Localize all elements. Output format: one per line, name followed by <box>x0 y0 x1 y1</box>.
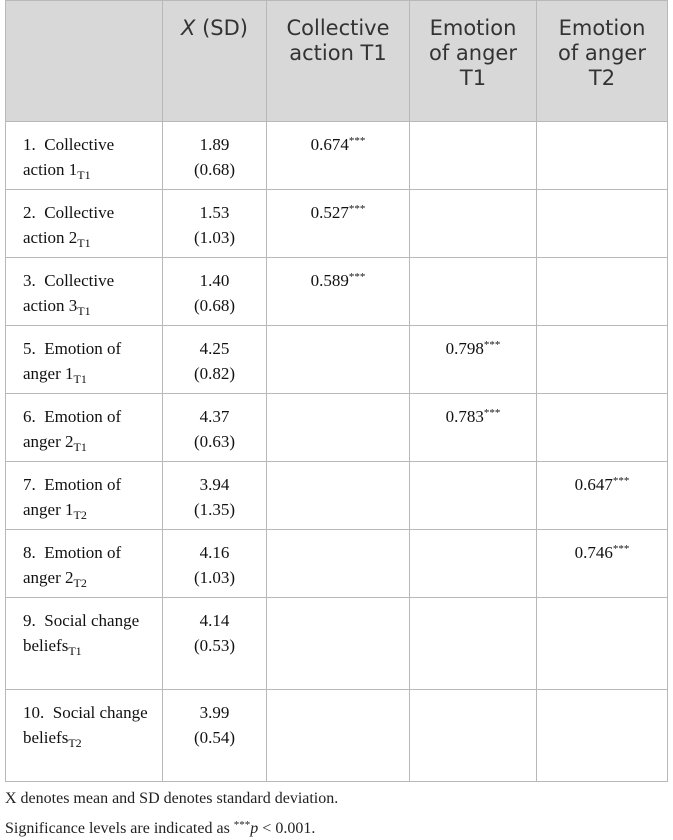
item-label: Social change beliefs <box>23 703 148 747</box>
mean-sd-cell <box>163 258 267 326</box>
header-anger-t2: Emotion of anger T2 <box>537 1 668 122</box>
variable-cell <box>6 258 163 326</box>
loading-cell-anger-t1 <box>410 462 537 530</box>
loading-value: 0.674 <box>310 135 349 154</box>
item-label: Emotion of anger 2 <box>23 407 122 451</box>
item-time-subscript: T1 <box>73 372 87 386</box>
mean-value: 1.89 <box>199 135 230 154</box>
sd-value: (0.82) <box>193 364 236 383</box>
significance-stars: *** <box>348 271 366 283</box>
table-row <box>6 122 668 190</box>
sd-value: (1.03) <box>193 568 236 587</box>
mean-sd-cell <box>163 326 267 394</box>
item-label: Collective action 2 <box>23 203 115 247</box>
significance-stars: *** <box>612 543 630 555</box>
item-number: 2. <box>23 203 36 222</box>
loading-value: 0.647 <box>574 475 613 494</box>
loading-value: 0.589 <box>310 271 349 290</box>
sd-value: (0.68) <box>193 296 236 315</box>
significance-stars: *** <box>348 135 366 147</box>
significance-stars: *** <box>483 407 501 419</box>
header-anger-t1: Emotion of anger T1 <box>410 1 537 122</box>
sd-value: (0.53) <box>193 636 236 655</box>
mean-value: 4.37 <box>199 407 230 426</box>
loading-cell-anger-t2 <box>537 690 668 782</box>
loading-value: 0.746 <box>574 543 613 562</box>
footnote-significance <box>5 815 315 839</box>
header-sd-label: (SD) <box>195 16 248 40</box>
item-number: 5. <box>23 339 36 358</box>
mean-value: 4.16 <box>199 543 230 562</box>
item-number: 7. <box>23 475 36 494</box>
table-row <box>6 462 668 530</box>
variable-cell <box>6 462 163 530</box>
footnote-sig-stars: *** <box>233 819 251 831</box>
mean-value: 1.53 <box>199 203 230 222</box>
loading-value: 0.783 <box>445 407 484 426</box>
footnote-mean-sd: X denotes mean and SD denotes standard deviation. <box>5 790 339 807</box>
item-time-subscript: T2 <box>73 508 87 522</box>
table-row <box>6 258 668 326</box>
loading-cell-anger-t1 <box>410 394 537 462</box>
variable-cell <box>6 394 163 462</box>
table-row <box>6 394 668 462</box>
loading-cell-collective-action-t1 <box>267 462 410 530</box>
mean-value: 4.14 <box>199 611 230 630</box>
footnote-sig-suffix: < 0.001. <box>258 820 316 837</box>
item-label: Emotion of anger 1 <box>23 475 122 519</box>
loading-cell-anger-t1 <box>410 258 537 326</box>
loading-cell-anger-t1 <box>410 122 537 190</box>
item-label: Collective action 3 <box>23 271 115 315</box>
significance-stars: *** <box>348 203 366 215</box>
loading-cell-anger-t2 <box>537 258 668 326</box>
mean-sd-cell <box>163 122 267 190</box>
loading-cell-collective-action-t1 <box>267 690 410 782</box>
table-row <box>6 326 668 394</box>
item-time-subscript: T1 <box>68 644 82 658</box>
loading-cell-anger-t2 <box>537 394 668 462</box>
loading-cell-anger-t1 <box>410 598 537 690</box>
item-number: 1. <box>23 135 36 154</box>
loading-cell-anger-t1 <box>410 690 537 782</box>
header-corner-cell <box>6 1 163 122</box>
item-label: Emotion of anger 2 <box>23 543 122 587</box>
item-number: 3. <box>23 271 36 290</box>
variable-cell <box>6 690 163 782</box>
footnote-sig-prefix: Significance levels are indicated as <box>5 820 234 837</box>
loading-cell-anger-t1 <box>410 190 537 258</box>
variable-cell <box>6 598 163 690</box>
item-time-subscript: T1 <box>77 168 91 182</box>
item-time-subscript: T2 <box>68 736 82 750</box>
table-row <box>6 530 668 598</box>
loading-cell-collective-action-t1 <box>267 598 410 690</box>
header-mean-symbol: X <box>181 16 196 40</box>
sd-value: (0.63) <box>193 432 236 451</box>
sd-value: (1.35) <box>193 500 236 519</box>
table-row <box>6 190 668 258</box>
item-number: 9. <box>23 611 36 630</box>
header-collective-action-t1: Collective action T1 <box>267 1 410 122</box>
variable-cell <box>6 122 163 190</box>
loading-cell-collective-action-t1 <box>267 394 410 462</box>
variable-cell <box>6 530 163 598</box>
item-number: 8. <box>23 543 36 562</box>
loading-cell-anger-t2 <box>537 326 668 394</box>
table-row <box>6 598 668 690</box>
loading-cell-anger-t2 <box>537 122 668 190</box>
factor-loadings-table <box>5 0 668 782</box>
mean-value: 1.40 <box>199 271 230 290</box>
table-header-row <box>6 1 668 122</box>
loading-cell-anger-t2 <box>537 598 668 690</box>
sd-value: (1.03) <box>193 228 236 247</box>
mean-sd-cell <box>163 530 267 598</box>
loading-cell-anger-t1 <box>410 326 537 394</box>
footnote-p-symbol: p <box>250 820 259 837</box>
mean-value: 3.94 <box>199 475 230 494</box>
mean-value: 4.25 <box>199 339 230 358</box>
mean-sd-cell <box>163 394 267 462</box>
item-time-subscript: T1 <box>73 440 87 454</box>
loading-cell-anger-t2 <box>537 530 668 598</box>
item-label: Emotion of anger 1 <box>23 339 122 383</box>
variable-cell <box>6 190 163 258</box>
item-number: 6. <box>23 407 36 426</box>
item-time-subscript: T1 <box>77 304 91 318</box>
loading-cell-anger-t2 <box>537 462 668 530</box>
item-label: Social change beliefs <box>23 611 140 655</box>
loading-cell-anger-t2 <box>537 190 668 258</box>
sd-value: (0.68) <box>193 160 236 179</box>
mean-sd-cell <box>163 190 267 258</box>
item-number: 10. <box>23 703 45 722</box>
item-time-subscript: T1 <box>77 236 91 250</box>
header-mean-sd <box>163 1 267 122</box>
significance-stars: *** <box>612 475 630 487</box>
loading-cell-collective-action-t1 <box>267 530 410 598</box>
loading-value: 0.527 <box>310 203 349 222</box>
loading-cell-collective-action-t1 <box>267 190 410 258</box>
loading-cell-collective-action-t1 <box>267 122 410 190</box>
mean-sd-cell <box>163 690 267 782</box>
loading-cell-collective-action-t1 <box>267 258 410 326</box>
significance-stars: *** <box>483 339 501 351</box>
mean-sd-cell <box>163 462 267 530</box>
loading-cell-anger-t1 <box>410 530 537 598</box>
mean-sd-cell <box>163 598 267 690</box>
table-row <box>6 690 668 782</box>
sd-value: (0.54) <box>193 728 236 747</box>
mean-value: 3.99 <box>199 703 230 722</box>
loading-cell-collective-action-t1 <box>267 326 410 394</box>
item-label: Collective action 1 <box>23 135 115 179</box>
item-time-subscript: T2 <box>73 576 87 590</box>
loading-value: 0.798 <box>445 339 484 358</box>
variable-cell <box>6 326 163 394</box>
